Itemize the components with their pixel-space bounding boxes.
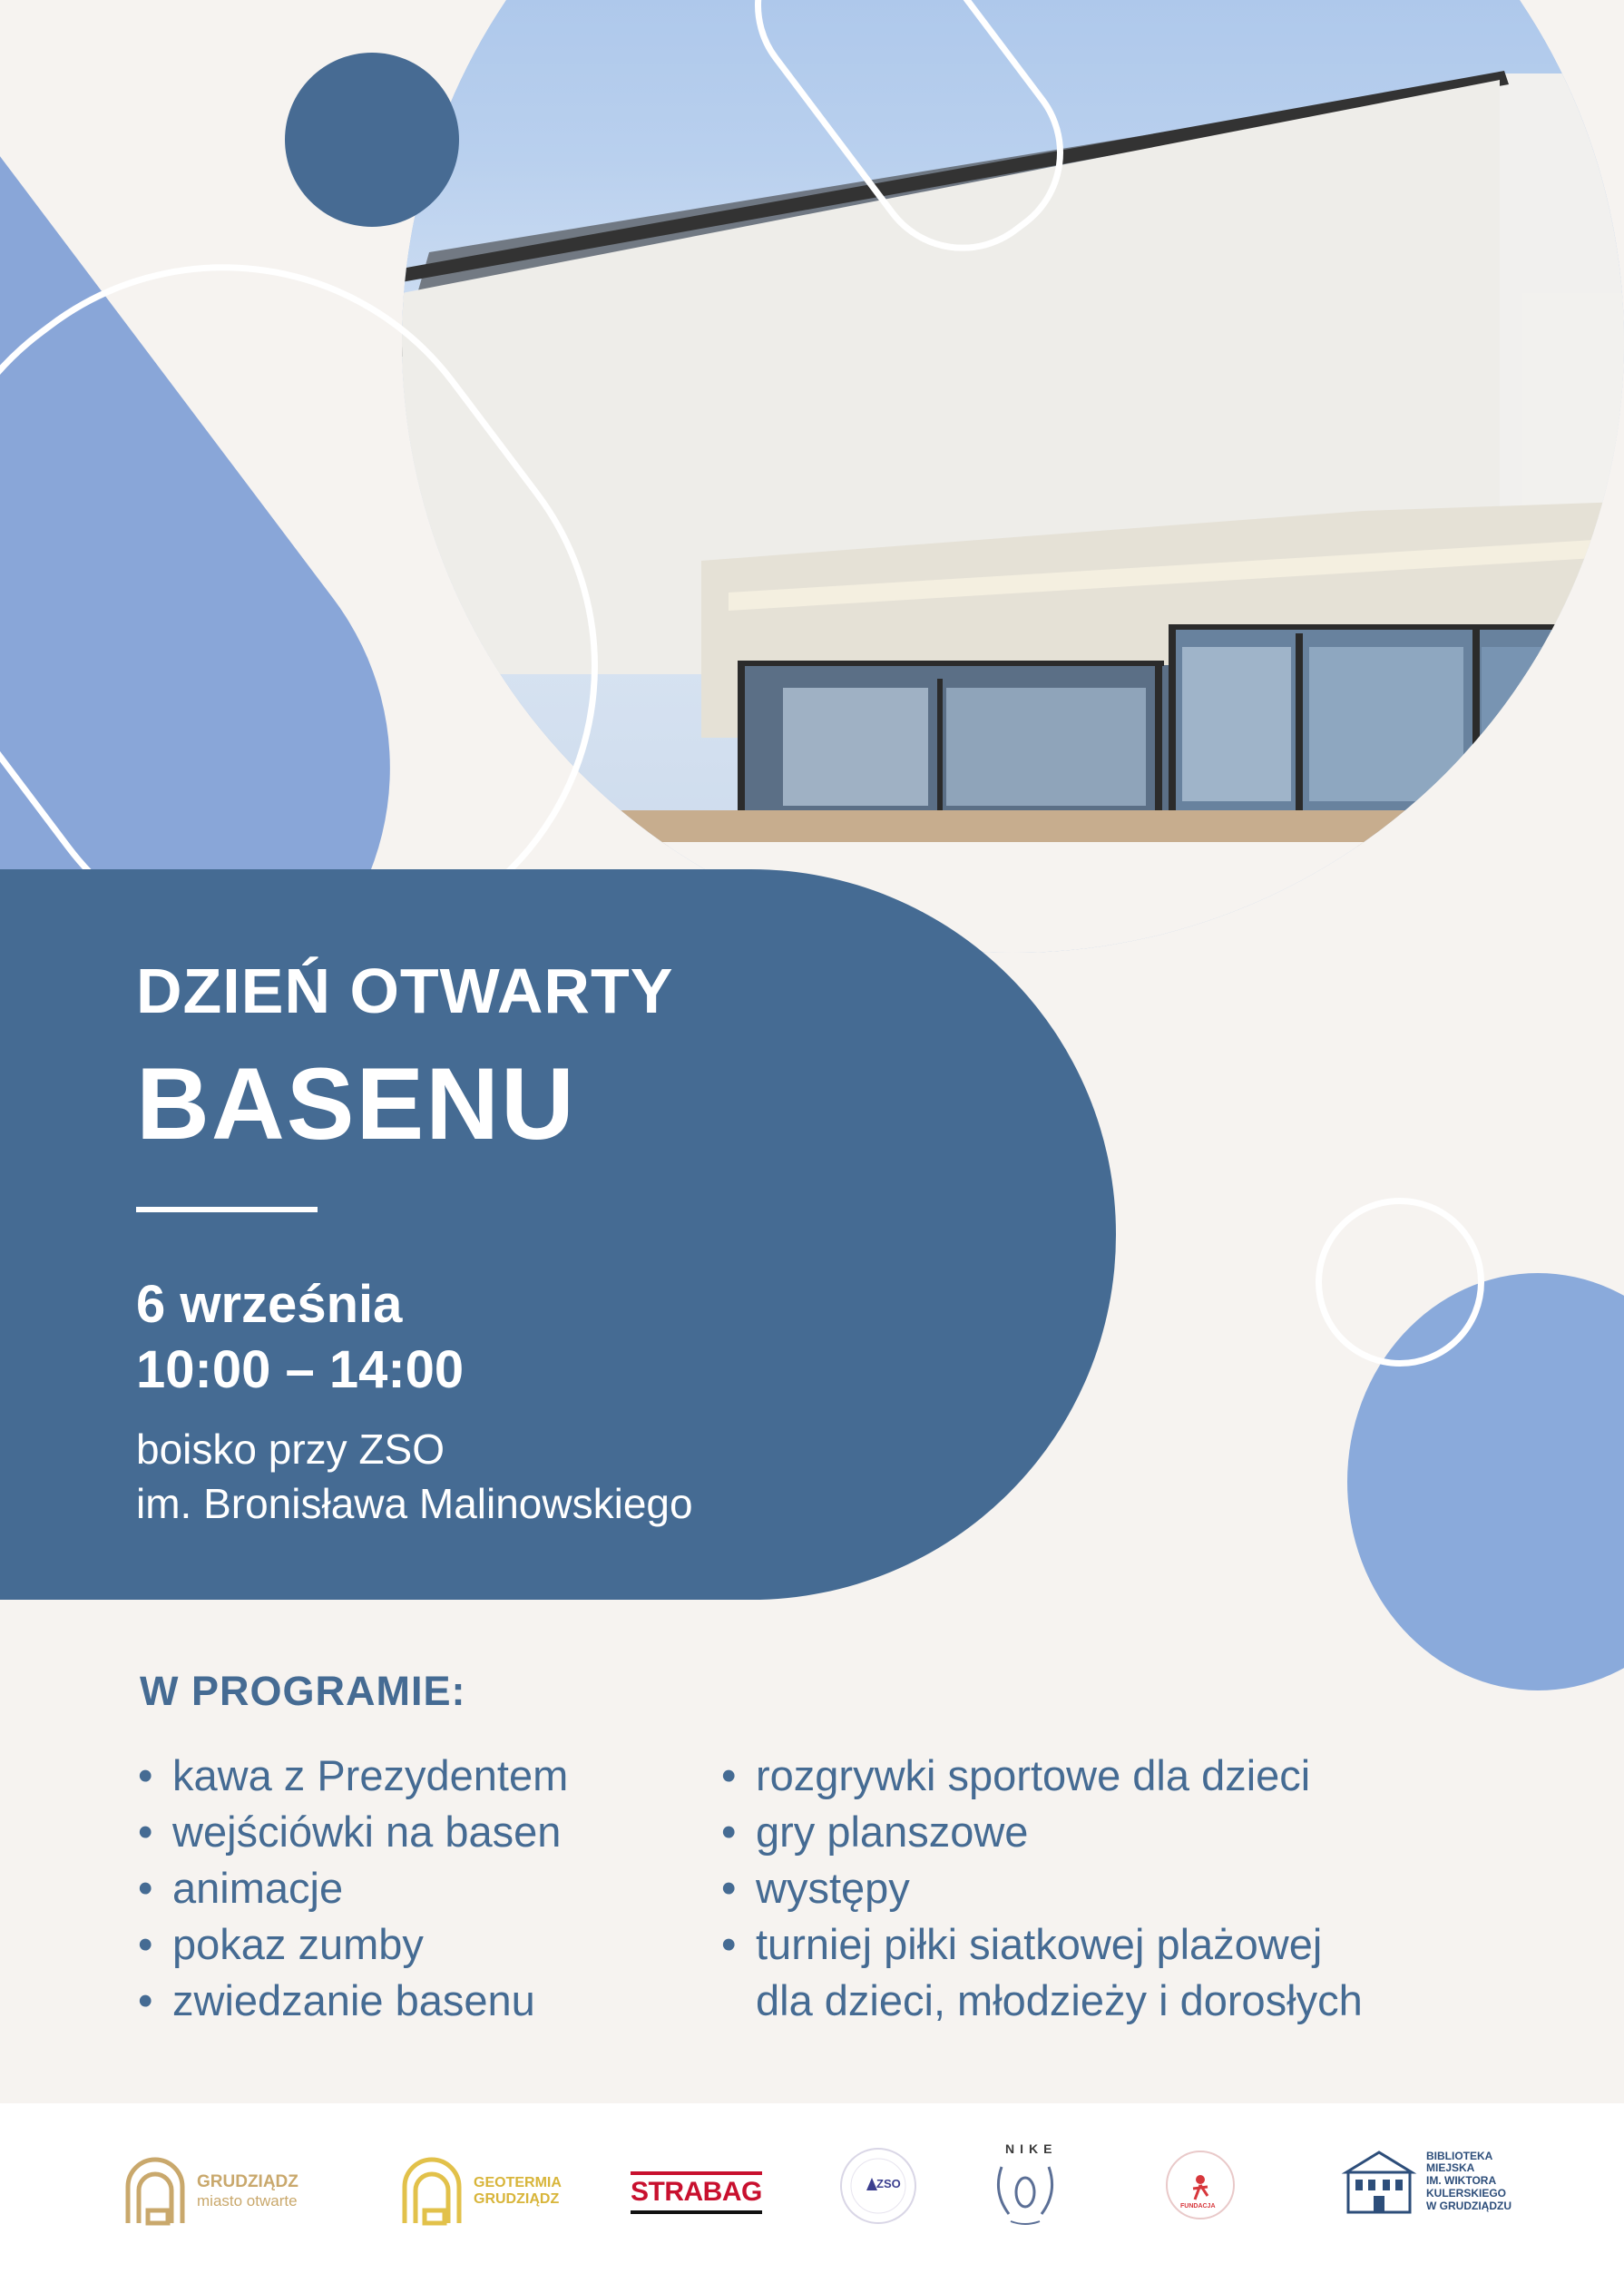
zso-name: ZSO (876, 2177, 901, 2190)
title-line1: DZIEŃ OTWARTY (136, 955, 674, 1026)
logo-strabag (631, 2171, 762, 2214)
sponsor-footer (0, 2103, 1624, 2283)
program-item: • występy (721, 1860, 1363, 1916)
program-list-left (138, 1748, 568, 2029)
program-item: • wejściówki na basen (138, 1804, 568, 1860)
biblioteka-line2: MIEJSKA (1426, 2161, 1475, 2175)
strabag-bar-bottom (631, 2210, 762, 2214)
program-item: • zwiedzanie basenu (138, 1973, 568, 2029)
logo-zso (839, 2147, 917, 2225)
program-item: • gry planszowe (721, 1804, 1363, 1860)
biblioteka-line5: W GRUDZIĄDZU (1426, 2199, 1511, 2212)
logo-biblioteka (1341, 2145, 1511, 2218)
grudziadz-tagline: miasto otwarte (197, 2191, 298, 2210)
logo-fundacja (1164, 2149, 1237, 2221)
program-item: • rozgrywki sportowe dla dzieci (721, 1748, 1363, 1804)
biblioteka-line3: IM. WIKTORA (1426, 2174, 1497, 2188)
grudziadz-gate-icon (122, 2156, 188, 2227)
event-time: 10:00 – 14:00 (136, 1340, 465, 1399)
dark-circle-decor (285, 53, 459, 227)
fundacja-name: FUNDACJA (1180, 2203, 1216, 2210)
grudziadz-name: GRUDZIĄDZ (197, 2172, 298, 2192)
event-place-line2: im. Bronisława Malinowskiego (136, 1480, 693, 1527)
biblioteka-line1: BIBLIOTEKA (1426, 2149, 1493, 2162)
logo-grudziadz (122, 2156, 298, 2227)
title-divider (136, 1207, 318, 1212)
geotermia-line2: GRUDZIĄDZ (474, 2191, 560, 2207)
nike-name: NIKE (1005, 2141, 1058, 2156)
logo-geotermia (399, 2156, 562, 2227)
strabag-name: STRABAG (631, 2177, 762, 2207)
biblioteka-line4: KULERSKIEGO (1426, 2186, 1507, 2200)
event-place-line1: boisko przy ZSO (136, 1426, 445, 1473)
geotermia-gate-icon (399, 2156, 465, 2227)
right-ring-decor (1316, 1198, 1484, 1367)
program-item: • pokaz zumby (138, 1916, 568, 1973)
program-item: • animacje (138, 1860, 568, 1916)
program-item: • turniej piłki siatkowej plażowej (721, 1916, 1363, 1973)
event-date: 6 września (136, 1275, 403, 1334)
geotermia-line1: GEOTERMIA (474, 2174, 562, 2190)
title-line2: BASENU (136, 1047, 576, 1161)
program-item-continuation: dla dzieci, młodzieży i dorosłych (756, 1976, 1363, 2024)
program-heading: W PROGRAMIE: (140, 1668, 466, 1714)
logo-nike (989, 2141, 1061, 2229)
program-list-right (721, 1748, 1363, 2029)
library-building-icon (1341, 2145, 1417, 2218)
fundacja-badge-icon (1164, 2149, 1237, 2221)
ground (402, 810, 1624, 847)
program-item: • kawa z Prezydentem (138, 1748, 568, 1804)
